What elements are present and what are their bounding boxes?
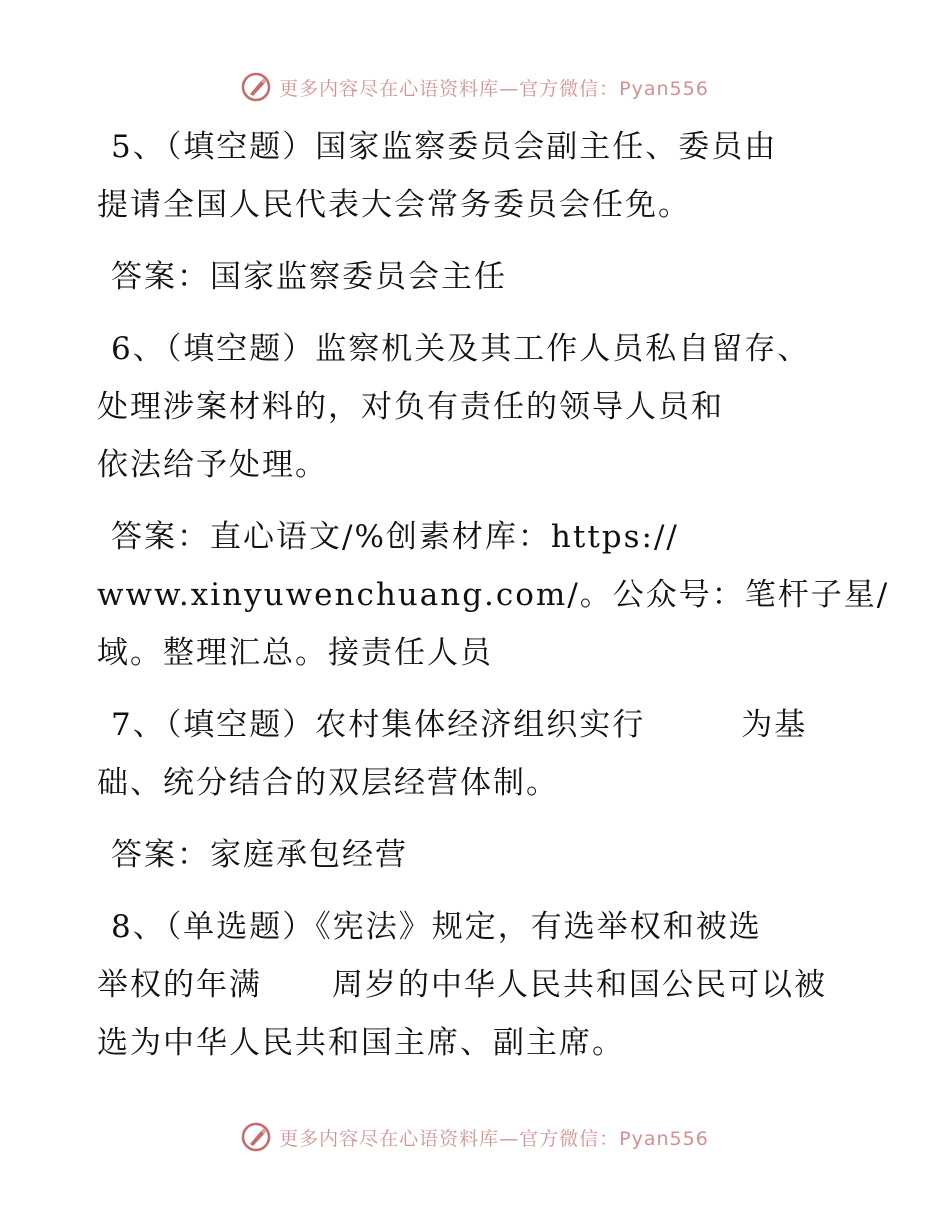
footer-banner	[0, 1122, 950, 1152]
question-8-line-2	[97, 956, 877, 1014]
answer-5-text: 答案：国家监察委员会主任	[111, 259, 507, 295]
question-6-line-2: 处理涉案材料的，对负有责任的领导人员和	[97, 389, 724, 425]
question-7	[97, 696, 877, 812]
question-5-line-2: 提请全国人民代表大会常务委员会任免。	[97, 187, 691, 223]
pen-logo-icon	[241, 1122, 271, 1152]
answer-6-line-1: 答案：直心语文/%创素材库：https://	[111, 519, 679, 555]
document-body	[97, 118, 890, 1086]
question-8-line-2-end: 周岁的中华人民共和国公民可以被	[332, 967, 827, 1003]
question-8-line-2-start: 举权的年满	[97, 967, 262, 1003]
answer-6-line-3: 域。整理汇总。接责任人员	[97, 635, 493, 671]
header-banner	[0, 72, 950, 102]
header-banner-text: 更多内容尽在心语资料库—官方微信：Pyan556	[279, 77, 709, 100]
question-6	[97, 320, 877, 494]
question-6-line-3: 依法给予处理。	[97, 447, 328, 483]
question-8-line-3: 选为中华人民共和国主席、副主席。	[97, 1025, 625, 1061]
question-7-line-1-start: 7、（填空题）农村集体经济组织实行	[111, 707, 646, 743]
pen-logo-icon	[241, 72, 271, 102]
answer-5	[97, 248, 877, 306]
question-6-line-1: 6、（填空题）监察机关及其工作人员私自留存、	[111, 331, 811, 367]
question-7-line-2: 础、统分结合的双层经营体制。	[97, 765, 559, 801]
question-8	[97, 898, 877, 1072]
question-8-line-1: 8、（单选题）《宪法》规定，有选举权和被选	[111, 909, 762, 945]
footer-banner-text: 更多内容尽在心语资料库—官方微信：Pyan556	[279, 1127, 709, 1150]
question-7-line-1	[97, 696, 877, 754]
question-5	[97, 118, 877, 234]
question-5-line-1: 5、（填空题）国家监察委员会副主任、委员由	[111, 129, 778, 165]
answer-6-line-2: www.xinyuwenchuang.com/。公众号：笔杆子星/	[97, 577, 890, 613]
question-7-line-1-end: 为基	[741, 707, 808, 743]
answer-7	[97, 826, 877, 884]
answer-7-text: 答案：家庭承包经营	[111, 837, 408, 873]
answer-6	[97, 508, 890, 682]
